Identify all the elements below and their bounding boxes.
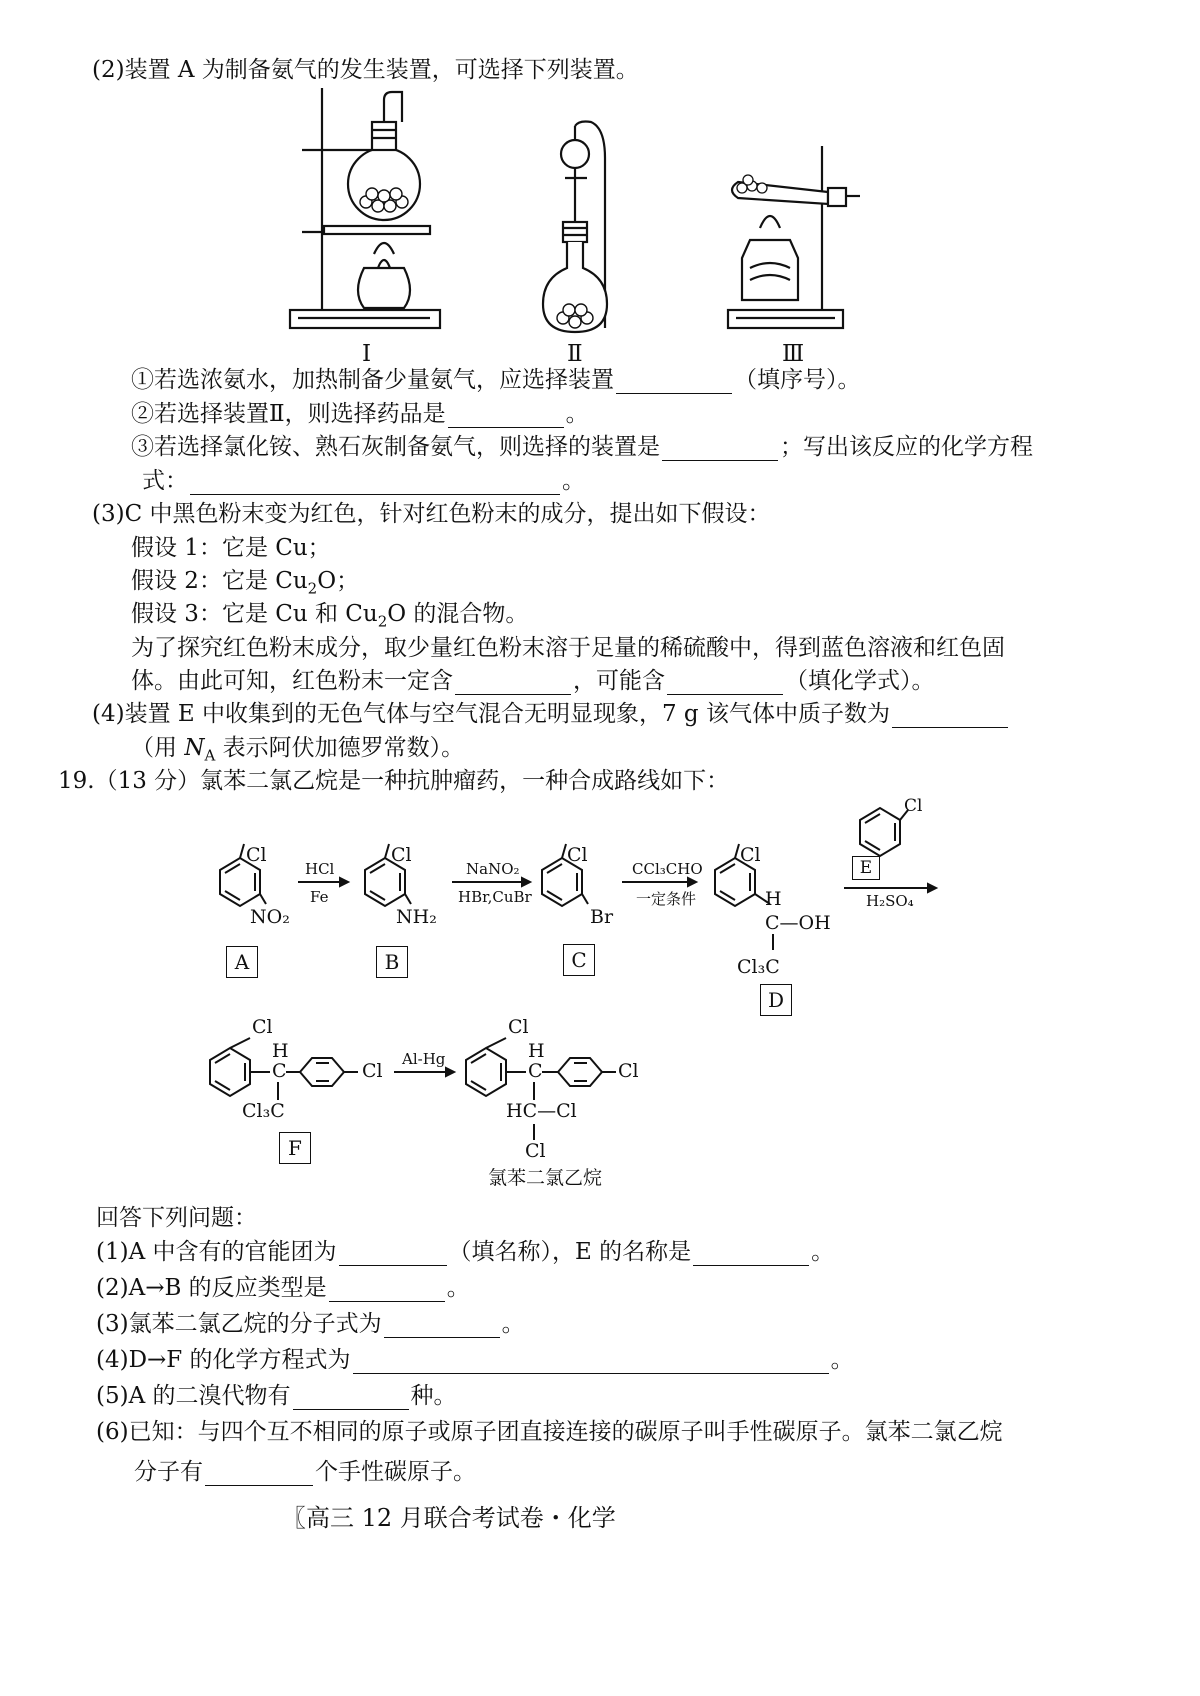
cl-label: Cl [525,1140,546,1162]
answer-blank[interactable] [205,1463,313,1486]
q18-item-3-cont: 式： 。 [142,468,585,494]
apparatus-label-2: Ⅱ [567,341,583,367]
synthesis-route-row-2 [190,1016,670,1176]
apparatus-label-3: Ⅲ [782,341,805,367]
cl-label: Cl [246,844,267,866]
compound-label-f: F [279,1132,311,1164]
hypothesis-2: 假设 2：它是 $Cu_2O$； [131,568,360,598]
q19-1: (1)A 中含有的官能团为 （填名称），E 的名称是 。 [96,1239,835,1265]
answer-blank[interactable] [693,1243,809,1266]
answer-blank[interactable] [662,438,778,461]
h-label: H [528,1040,545,1062]
q18-item-3: ③若选择氯化铵、熟石灰制备氨气，则选择的装置是 ；写出该反应的化学方程 [131,434,1033,460]
page-footer: 〖高三 12 月联合考试卷・化学 [282,1504,616,1532]
cl-label: Cl [904,796,923,816]
compound-label-b: B [376,946,408,978]
br-label: Br [590,906,614,928]
c-oh-label: C—OH [765,912,831,934]
cl3c-label: Cl₃C [737,956,780,978]
answer-blank[interactable] [329,1279,445,1302]
answer-blank[interactable] [339,1243,447,1266]
cl-label: Cl [252,1016,273,1038]
cl-label: Cl [740,844,761,866]
answer-blank[interactable] [455,672,571,695]
q18-item-2: ②若选择装置Ⅱ，则选择药品是 。 [131,401,589,427]
answer-blank[interactable] [667,672,783,695]
answer-blank[interactable] [353,1351,829,1374]
compound-label-c: C [563,944,595,976]
q19-2: (2)A→B 的反应类型是 。 [96,1275,470,1301]
cl-label: Cl [618,1060,639,1082]
cl-label: Cl [391,844,412,866]
reagent-condition: 一定条件 [636,890,697,908]
q19-6: (6)已知：与四个互不相同的原子或原子团直接连接的碳原子叫手性碳原子。氯苯二氯乙烷 [96,1419,1003,1445]
h-label: H [272,1040,289,1062]
answer-blank[interactable] [293,1387,409,1410]
apparatus-1-figure [280,82,450,340]
explore-text-1: 为了探究红色粉末成分，取少量红色粉末溶于足量的稀硫酸中，得到蓝色溶液和红色固 [131,635,1005,661]
hypothesis-3: 假设 3：它是 Cu 和 $Cu_2O$ 的混合物。 [131,601,529,631]
answer-blank[interactable] [190,472,560,495]
reagent-ccl3cho: CCl₃CHO [632,860,703,878]
no2-label: NO₂ [250,906,290,928]
answer-blank[interactable] [448,405,564,428]
reagent-h2so4: H₂SO₄ [866,892,914,910]
c-label: C [528,1060,543,1082]
q18-part3-intro: (3)C 中黑色粉末变为红色，针对红色粉末的成分，提出如下假设： [92,501,771,527]
q19-4: (4)D→F 的化学方程式为 。 [96,1347,854,1373]
q18-part2-intro: (2)装置 A 为制备氨气的发生装置，可选择下列装置。 [92,57,639,83]
q19-title: 19.（13 分）氯苯二氯乙烷是一种抗肿瘤药，一种合成路线如下： [58,768,730,794]
synthesis-route-row-1 [180,800,960,1030]
apparatus-2-figure [535,118,635,340]
reagent-hcl: HCl [305,860,335,878]
q19-3: (3)氯苯二氯乙烷的分子式为 。 [96,1311,525,1337]
q19-5: (5)A 的二溴代物有 种。 [96,1383,457,1409]
answer-blank[interactable] [892,705,1008,728]
h-label: H [765,888,782,910]
explore-text-2: 体。由此可知，红色粉末一定含 ，可能含 （填化学式）。 [131,668,935,694]
hc-cl-label: HC—Cl [506,1100,577,1122]
answer-blank[interactable] [616,371,732,394]
reagent-al-hg: Al-Hg [402,1050,446,1068]
cl-label: Cl [567,844,588,866]
q18-part4-line2: （用 $N_A$ 表示阿伏加德罗常数）。 [131,735,465,765]
reagent-nano2: NaNO₂ [466,860,520,878]
answer-blank[interactable] [384,1315,500,1338]
hypothesis-1: 假设 1：它是 Cu； [131,535,331,561]
reagent-fe: Fe [310,888,329,906]
q18-part4-line1: (4)装置 E 中收集到的无色气体与空气混合无明显现象，7 g 该气体中质子数为 [92,700,1010,728]
apparatus-3-figure [720,140,870,340]
nh2-label: NH₂ [396,906,437,928]
apparatus-label-1: Ⅰ [362,341,372,367]
cl3c-label: Cl₃C [242,1100,285,1122]
product-name: 氯苯二氯乙烷 [488,1167,603,1189]
answer-intro: 回答下列问题： [96,1205,257,1231]
cl-label: Cl [508,1016,529,1038]
cl-label: Cl [362,1060,383,1082]
c-label: C [272,1060,287,1082]
q19-6-cont: 分子有 个手性碳原子。 [134,1459,476,1485]
compound-label-d: D [760,984,792,1016]
q18-item-1: ①若选浓氨水，加热制备少量氨气，应选择装置 （填序号）。 [131,367,861,393]
compound-label-a: A [226,946,258,978]
reagent-hbr-cubr: HBr,CuBr [458,888,532,906]
compound-label-e: E [852,856,880,880]
